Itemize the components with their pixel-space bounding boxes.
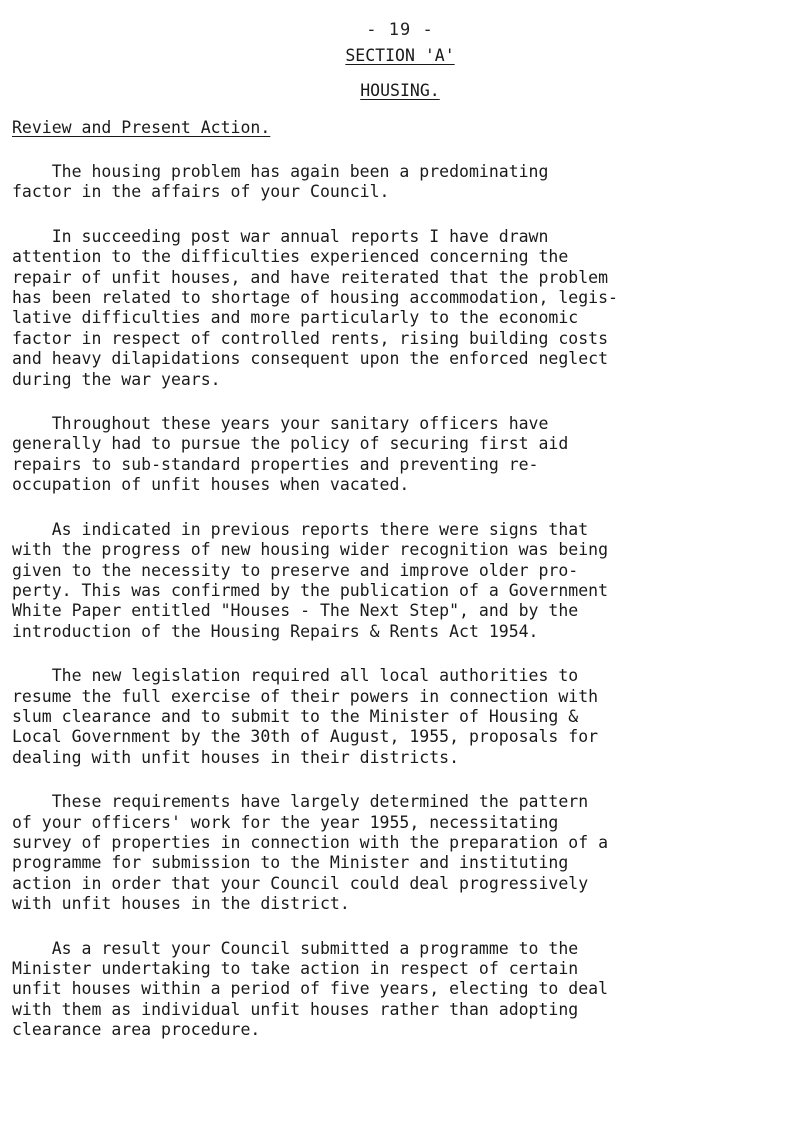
text-line: resume the full exercise of their powers in connection with	[12, 686, 599, 706]
text-line: In succeeding post war annual reports I have drawn	[12, 226, 549, 246]
review-heading: Review and Present Action.	[12, 118, 271, 137]
text-line: given to the necessity to preserve and improve older pro-	[12, 560, 579, 580]
page-number: - 19 -	[366, 20, 434, 40]
paragraph-post-war-reports	[12, 227, 800, 390]
text-line: factor in the affairs of your Council.	[12, 182, 390, 202]
text-line: survey of properties in connection with the preparation of a	[12, 832, 609, 852]
text-line: during the war years.	[12, 369, 221, 389]
text-line: Minister undertaking to take action in respect of certain	[12, 959, 579, 978]
paragraph-sanitary-officers	[12, 414, 800, 496]
text-line: attention to the difficulties experienced concerning the	[12, 247, 569, 267]
text-line: dealing with unfit houses in their districts.	[12, 747, 460, 767]
text-line: These requirements have largely determined the pattern	[12, 792, 589, 812]
text-line: with them as individual unfit houses rather than adopting	[12, 999, 579, 1019]
text-line: perty. This was confirmed by the publication of a Government	[12, 580, 609, 600]
text-line: repairs to sub-standard properties and preventing re-	[12, 454, 539, 474]
text-line: factor in respect of controlled rents, rising building costs	[12, 328, 609, 348]
text-line: slum clearance and to submit to the Minister of Housing &	[12, 706, 579, 726]
section-title: SECTION 'A'	[345, 46, 455, 65]
paragraph-new-legislation	[12, 666, 800, 768]
text-line: As a result your Council submitted a programme to the	[12, 938, 579, 958]
text-line: Local Government by the 30th of August, 1955, proposals for	[12, 727, 599, 747]
housing-title: HOUSING.	[360, 81, 440, 100]
text-line: Throughout these years your sanitary officers have	[12, 414, 549, 434]
text-line: lative difficulties and more particularly to the economic	[12, 308, 579, 328]
text-line: The new legislation required all local authorities to	[12, 666, 579, 686]
text-line: has been related to shortage of housing accommodation, legis-	[12, 288, 618, 308]
text-line: As indicated in previous reports there were signs that	[12, 519, 589, 539]
text-line: and heavy dilapidations consequent upon the enforced neglect	[12, 349, 609, 369]
paragraph-housing-problem	[12, 162, 800, 203]
text-line: unfit houses within a period of five years, electing to deal	[12, 979, 609, 999]
paragraph-requirements	[12, 792, 800, 914]
text-line: with unfit houses in the district.	[12, 894, 350, 914]
text-line: introduction of the Housing Repairs & Rents Act 1954.	[12, 621, 539, 641]
text-line: with the progress of new housing wider recognition was being	[12, 540, 609, 560]
text-line: clearance area procedure.	[12, 1020, 261, 1040]
text-line: programme for submission to the Minister and instituting	[12, 853, 569, 873]
document-body	[12, 162, 800, 1065]
text-line: action in order that your Council could deal progressively	[12, 873, 589, 893]
text-line: repair of unfit houses, and have reiterated that the problem	[12, 267, 609, 287]
text-line: The housing problem has again been a predominating	[12, 162, 549, 181]
paragraph-previous-reports	[12, 520, 800, 642]
text-line: generally had to pursue the policy of securing first aid	[12, 434, 569, 454]
paragraph-programme-submitted	[12, 939, 800, 1041]
text-line: occupation of unfit houses when vacated.	[12, 475, 410, 495]
text-line: White Paper entitled "Houses - The Next Step", and by the	[12, 601, 579, 621]
text-line: of your officers' work for the year 1955, necessitating	[12, 812, 559, 832]
